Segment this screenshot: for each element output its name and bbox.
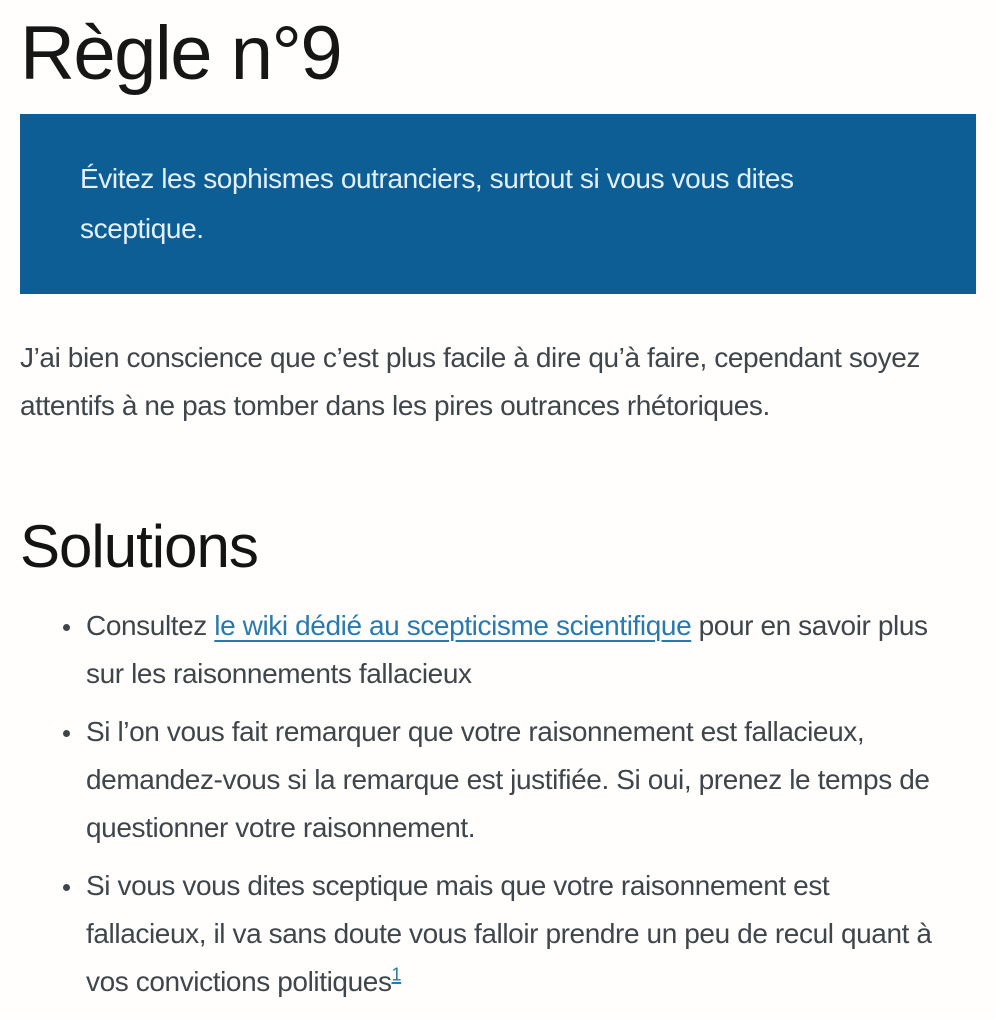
list-item-text: Si vous vous dites sceptique mais que votre raisonnement est fallacieux, il va sans doute vous falloir prendre un peu de recul quant à vos convictions politiques (86, 870, 932, 997)
list-item: • Si l’on vous fait remarquer que votre raisonnement est fallacieux, demandez-vous si la remarque est justifiée. Si oui, prenez le temps de questionner votre raisonnement. (84, 708, 956, 852)
callout-box (20, 114, 976, 294)
solutions-heading: Solutions (20, 513, 258, 580)
list-item-text: pour en savoir plus sur les raisonnements fallacieux (86, 610, 928, 689)
intro-paragraph: J’ai bien conscience que c’est plus facile à dire qu’à faire, cependant soyez attentifs à ne pas tomber dans les pires outrances rhétoriques. (20, 342, 920, 421)
list-item-text: Consultez (86, 610, 215, 641)
footnote-marker (392, 965, 402, 985)
solutions-list (20, 602, 976, 1006)
wiki-link[interactable]: le wiki dédié au scepticisme scientifique (214, 610, 692, 641)
callout-text: Évitez les sophismes outranciers, surtout si vous vous dites sceptique. (80, 163, 794, 244)
page-title: Règle n°9 (20, 11, 342, 96)
list-item (84, 602, 956, 698)
list-item (84, 862, 956, 1006)
footnote-link[interactable]: 1 (391, 964, 402, 985)
